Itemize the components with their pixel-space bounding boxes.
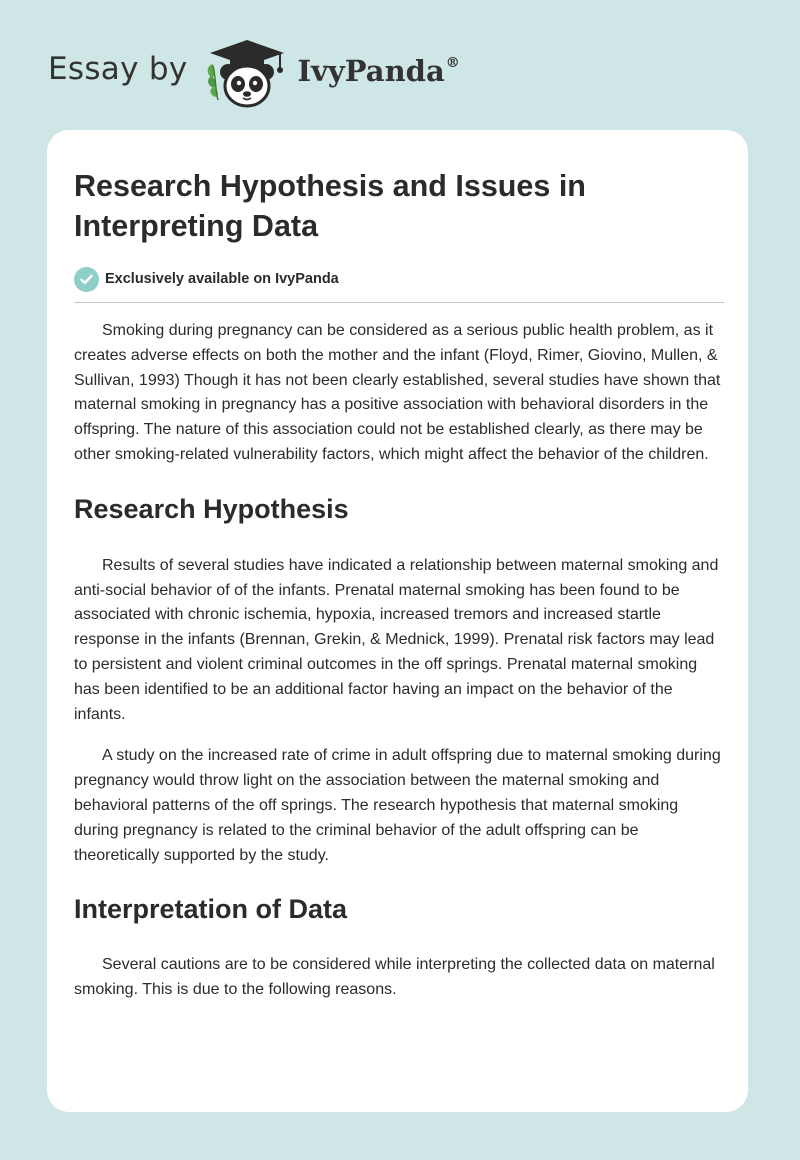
essay-content [74,166,724,1003]
section-heading-research-hypothesis: Research Hypothesis [74,493,349,524]
body-paragraph: A study on the increased rate of crime in adult offspring due to maternal smoking during pregnancy would throw light on the association between the maternal smoking and behavioral patterns of the off springs. The research hypothesis that maternal smoking during pregnancy is related to the criminal behavior of the adult offspring can be theoretically supported by the study. [74,747,721,864]
intro-paragraph: Smoking during pregnancy can be considered as a serious public health problem, as it creates adverse effects on both the mother and the infant (Floyd, Rimer, Giovino, Mullen, & Sullivan, 1993) Though it has not been clearly established, several studies have shown that maternal smoking in pregnancy has a positive association with behavioral disorders in the offspring. The nature of this association could not be established clearly, as there may be other smoking-related vulnerability factors, which might affect the behavior of the children. [74,322,721,463]
essay-by-label: Essay by [48,51,188,87]
site-header [48,34,460,110]
body-paragraph: Results of several studies have indicated a relationship between maternal smoking and anti-social behavior of of the infants. Prenatal maternal smoking has been found to be associated with chronic ischemia, hypoxia, increased tremors and increased startle response in the infants (Brennan, Grekin, & Mednick, 1999). Prenatal risk factors may lead to persistent and violent criminal outcomes in the off springs. Prenatal maternal smoking has been identified to be an additional factor having an impact on the behavior of the infants. [74,556,719,723]
exclusive-badge [74,266,724,292]
section-heading-interpretation-of-data: Interpretation of Data [74,894,348,925]
body-paragraph: Several cautions are to be considered while interpreting the collected data on maternal smoking. This is due to the following reasons. [74,956,715,999]
title-divider [74,302,724,303]
check-icon [74,267,99,292]
exclusive-badge-label: Exclusively available on IvyPanda [105,271,339,287]
panda-graduation-cap-logo-icon[interactable] [202,34,292,110]
page-title: Research Hypothesis and Issues in Interpreting Data [74,169,586,243]
essay-card [47,130,748,1112]
registered-mark: ® [445,55,460,71]
brand-name[interactable]: IvyPanda® [297,54,460,88]
